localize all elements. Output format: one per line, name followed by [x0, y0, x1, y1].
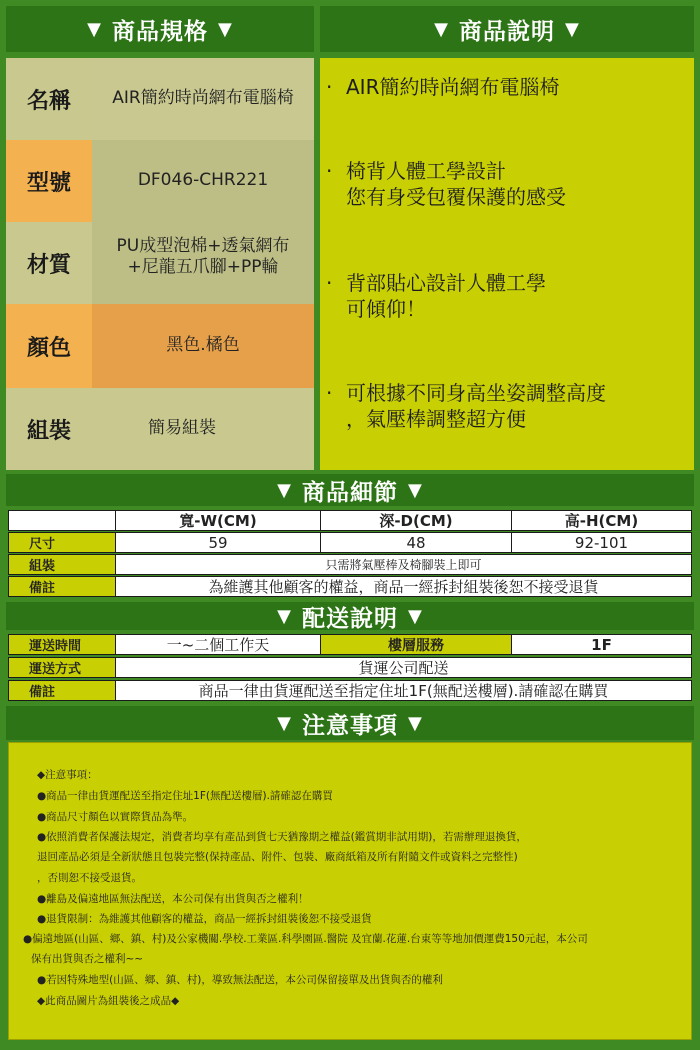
triangle-down-icon: ▼ — [408, 712, 423, 734]
notice-line: ●商品尺寸顏色以實際貨品為準。 — [37, 811, 194, 823]
spec-row-assembly — [6, 388, 314, 470]
detail-table — [8, 510, 692, 598]
triangle-down-icon: ▼ — [277, 479, 292, 501]
spec-row-material — [6, 222, 314, 304]
table-cell: 貨運公司配送 — [115, 657, 692, 678]
table-row-label: 組裝 — [8, 554, 116, 575]
table-cell: 為維護其他顧客的權益，商品一經拆封組裝後恕不接受退貨 — [115, 576, 692, 597]
bullet-icon: · — [326, 271, 333, 295]
description-line: 背部貼心設計人體工學 — [346, 271, 546, 295]
table-cell: 只需將氣壓棒及椅腳裝上即可 — [115, 554, 692, 575]
triangle-down-icon: ▼ — [434, 18, 449, 40]
table-row-label: 備註 — [8, 576, 116, 597]
notice-line: ●若因特殊地型(山區、鄉、鎮、村)，導致無法配送，本公司保留接單及出貨與否的權利 — [37, 974, 443, 986]
spec-label: 材質 — [6, 222, 92, 304]
description-line: 椅背人體工學設計 — [346, 159, 506, 183]
table-row-label: 尺寸 — [8, 532, 116, 553]
notice-line: 保有出貨與否之權利~~ — [31, 953, 144, 965]
triangle-down-icon: ▼ — [408, 479, 423, 501]
triangle-down-icon: ▼ — [218, 18, 233, 40]
delivery-header — [6, 602, 694, 630]
spec-row-model — [6, 140, 314, 222]
table-row — [8, 680, 692, 701]
table-cell: 1F — [511, 634, 692, 655]
bullet-icon: · — [326, 159, 333, 183]
spec-label: 組裝 — [6, 388, 92, 470]
table-cell: 59 — [115, 532, 321, 553]
description-item — [326, 270, 546, 322]
description-line: ，氣壓棒調整超方便 — [346, 407, 526, 431]
table-header-row — [8, 510, 692, 531]
table-header-cell: 深-D(CM) — [320, 510, 512, 531]
table-header-cell: 寬-W(CM) — [115, 510, 321, 531]
table-row — [8, 532, 692, 553]
bullet-icon: · — [326, 381, 333, 405]
table-row-label: 運送時間 — [8, 634, 116, 655]
triangle-down-icon: ▼ — [87, 18, 102, 40]
notice-header — [6, 706, 694, 740]
notice-line: ◆此商品圖片為組裝後之成品◆ — [37, 995, 180, 1007]
table-cell: 92-101 — [511, 532, 692, 553]
description-line: AIR簡約時尚網布電腦椅 — [346, 75, 560, 99]
table-row — [8, 554, 692, 575]
delivery-table — [8, 634, 692, 702]
spec-label: 顏色 — [6, 304, 92, 388]
spec-value: DF046-CHR221 — [92, 140, 314, 222]
spec-table — [6, 58, 314, 470]
table-row-label: 運送方式 — [8, 657, 116, 678]
spec-value: 黑色.橘色 — [92, 304, 314, 388]
spec-value-line: PU成型泡棉+透氣網布 — [116, 236, 290, 256]
table-row — [8, 576, 692, 597]
description-item — [326, 380, 606, 432]
detail-header-title: 商品細節 — [302, 479, 398, 506]
table-row-label: 備註 — [8, 680, 116, 701]
spec-header-title: 商品規格 — [112, 18, 208, 45]
spec-label: 型號 — [6, 140, 92, 222]
desc-header-title: 商品說明 — [459, 18, 555, 45]
description-item — [326, 74, 560, 100]
table-header-cell: 高-H(CM) — [511, 510, 692, 531]
notice-line: 退回產品必須是全新狀態且包裝完整(保持產品、附件、包裝、廠商紙箱及所有附隨文件或資料之完整性) — [37, 851, 518, 863]
description-line: 您有身受包覆保護的感受 — [346, 185, 566, 209]
notice-line: ，否則恕不接受退貨。 — [37, 872, 142, 884]
spec-row-color — [6, 304, 314, 388]
notice-line: ●依照消費者保護法規定，消費者均享有產品到貨七天猶豫期之權益(鑑賞期非試用期)，若需辦理退換貨， — [37, 831, 527, 843]
table-row — [8, 634, 692, 655]
table-cell — [8, 510, 116, 531]
table-cell: 一~二個工作天 — [115, 634, 321, 655]
spec-value: 簡易組裝 — [92, 388, 314, 470]
description-line: 可根據不同身高坐姿調整高度 — [346, 381, 606, 405]
spec-value: AIR簡約時尚網布電腦椅 — [92, 58, 314, 140]
notice-header-title: 注意事項 — [302, 712, 398, 739]
notice-line: ●偏遠地區(山區、鄉、鎮、村)及公家機關.學校.工業區.科學園區.醫院 及宜蘭.花蓮.台東等等地加價運費150元起，本公司 — [23, 933, 588, 945]
description-line: 可傾仰！ — [346, 297, 426, 321]
table-row — [8, 657, 692, 678]
delivery-header-title: 配送說明 — [302, 605, 398, 632]
bullet-icon: · — [326, 75, 333, 99]
spec-value-line: +尼龍五爪腳+PP輪 — [127, 257, 279, 278]
spec-row-name — [6, 58, 314, 140]
description-item — [326, 158, 566, 210]
notice-line: ◆注意事項： — [37, 769, 98, 781]
desc-header — [320, 6, 694, 52]
table-row-label: 樓層服務 — [320, 634, 512, 655]
notice-line: ●退貨限制：為維護其他顧客的權益，商品一經拆封組裝後恕不接受退貨 — [37, 913, 372, 925]
table-cell: 48 — [320, 532, 512, 553]
spec-value — [92, 222, 314, 304]
triangle-down-icon: ▼ — [277, 605, 292, 627]
notice-line: ●商品一律由貨運配送至指定住址1F(無配送樓層).請確認在購買 — [37, 790, 333, 802]
notice-line: ●離島及偏遠地區無法配送，本公司保有出貨與否之權利！ — [37, 893, 309, 905]
spec-header — [6, 6, 314, 52]
description-panel — [320, 58, 694, 470]
detail-header — [6, 474, 694, 506]
notice-panel — [8, 742, 692, 1040]
triangle-down-icon: ▼ — [565, 18, 580, 40]
table-cell: 商品一律由貨運配送至指定住址1F(無配送樓層).請確認在購買 — [115, 680, 692, 701]
spec-label: 名稱 — [6, 58, 92, 140]
triangle-down-icon: ▼ — [408, 605, 423, 627]
triangle-down-icon: ▼ — [277, 712, 292, 734]
